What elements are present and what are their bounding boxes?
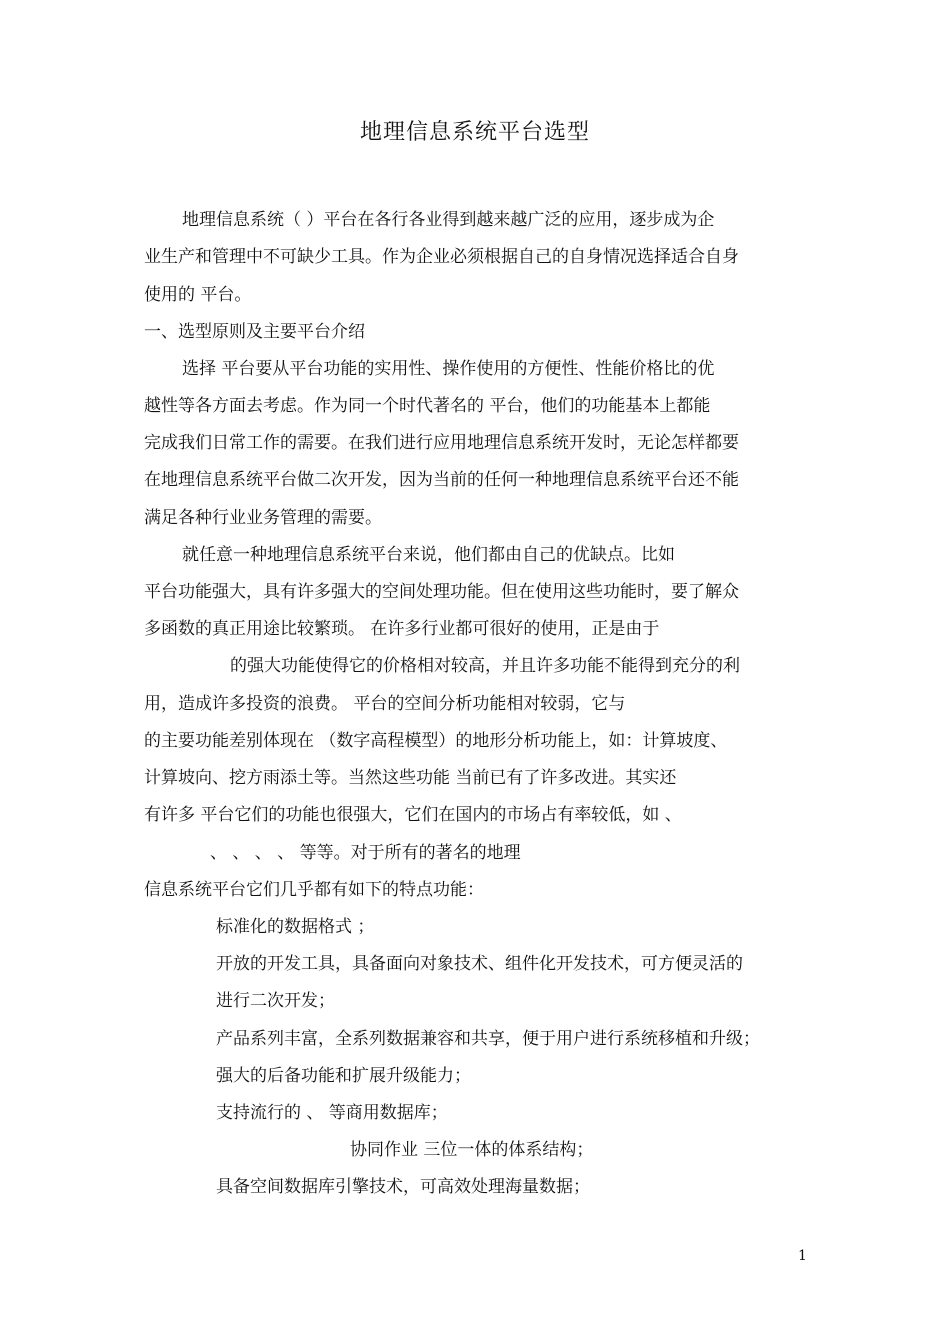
paragraph-line: 就任意一种地理信息系统平台来说，他们都由自己的优缺点。比如: [182, 545, 675, 565]
paragraph-line: 选择 平台要从平台功能的实用性、操作使用的方便性、性能价格比的优: [182, 359, 715, 379]
list-item: 开放的开发工具，具备面向对象技术、组件化开发技术，可方便灵活的: [216, 954, 743, 974]
list-item: 具备空间数据库引擎技术，可高效处理海量数据；: [216, 1177, 590, 1197]
list-item: 强大的后备功能和扩展升级能力；: [216, 1066, 471, 1086]
paragraph-line: 的主要功能差别体现在 （数字高程模型）的地形分析功能上，如：计算坡度、: [144, 731, 728, 751]
paragraph-line: 满足各种行业业务管理的需要。: [144, 508, 382, 528]
paragraph-line: 计算坡向、挖方雨添土等。当然这些功能 当前已有了许多改进。其实还: [144, 768, 677, 788]
list-item: 产品系列丰富，全系列数据兼容和共享，便于用户进行系统移植和升级；: [216, 1029, 760, 1049]
paragraph-line: 在地理信息系统平台做二次开发，因为当前的任何一种地理信息系统平台还不能: [144, 470, 739, 490]
paragraph-line: 越性等各方面去考虑。作为同一个时代著名的 平台，他们的功能基本上都能: [144, 396, 711, 416]
list-item: 协同作业 三位一体的体系结构；: [350, 1140, 594, 1160]
paragraph-line: 有许多 平台它们的功能也很强大，它们在国内的市场占有率较低，如 、: [144, 805, 682, 825]
document-title: 地理信息系统平台选型: [359, 120, 590, 145]
paragraph-line: 完成我们日常工作的需要。在我们进行应用地理信息系统开发时，无论怎样都要: [144, 433, 739, 453]
paragraph-line: 的强大功能使得它的价格相对较高，并且许多功能不能得到充分的利: [230, 656, 740, 676]
list-item: 进行二次开发；: [216, 991, 335, 1011]
paragraph-line: 地理信息系统（ ）平台在各行各业得到越来越广泛的应用，逐步成为企: [182, 210, 715, 230]
paragraph-line: 平台功能强大，具有许多强大的空间处理功能。但在使用这些功能时，要了解众: [144, 582, 739, 602]
paragraph-line: 、 、 、 、 等等。对于所有的著名的地理: [210, 843, 521, 863]
paragraph-line: 使用的 平台。: [144, 285, 252, 305]
paragraph-line: 用，造成许多投资的浪费。 平台的空间分析功能相对较弱，它与: [144, 694, 626, 714]
section-heading: 一、选型原则及主要平台介绍: [144, 322, 365, 342]
page-number: 1: [798, 1248, 807, 1264]
list-item: 支持流行的 、 等商用数据库；: [216, 1103, 448, 1123]
list-item: 标准化的数据格式 ；: [216, 917, 375, 937]
paragraph-line: 信息系统平台它们几乎都有如下的特点功能：: [144, 880, 484, 900]
paragraph-line: 业生产和管理中不可缺少工具。作为企业必须根据自己的自身情况选择适合自身: [144, 247, 739, 267]
paragraph-line: 多函数的真正用途比较繁琐。 在许多行业都可很好的使用，正是由于: [144, 619, 660, 639]
